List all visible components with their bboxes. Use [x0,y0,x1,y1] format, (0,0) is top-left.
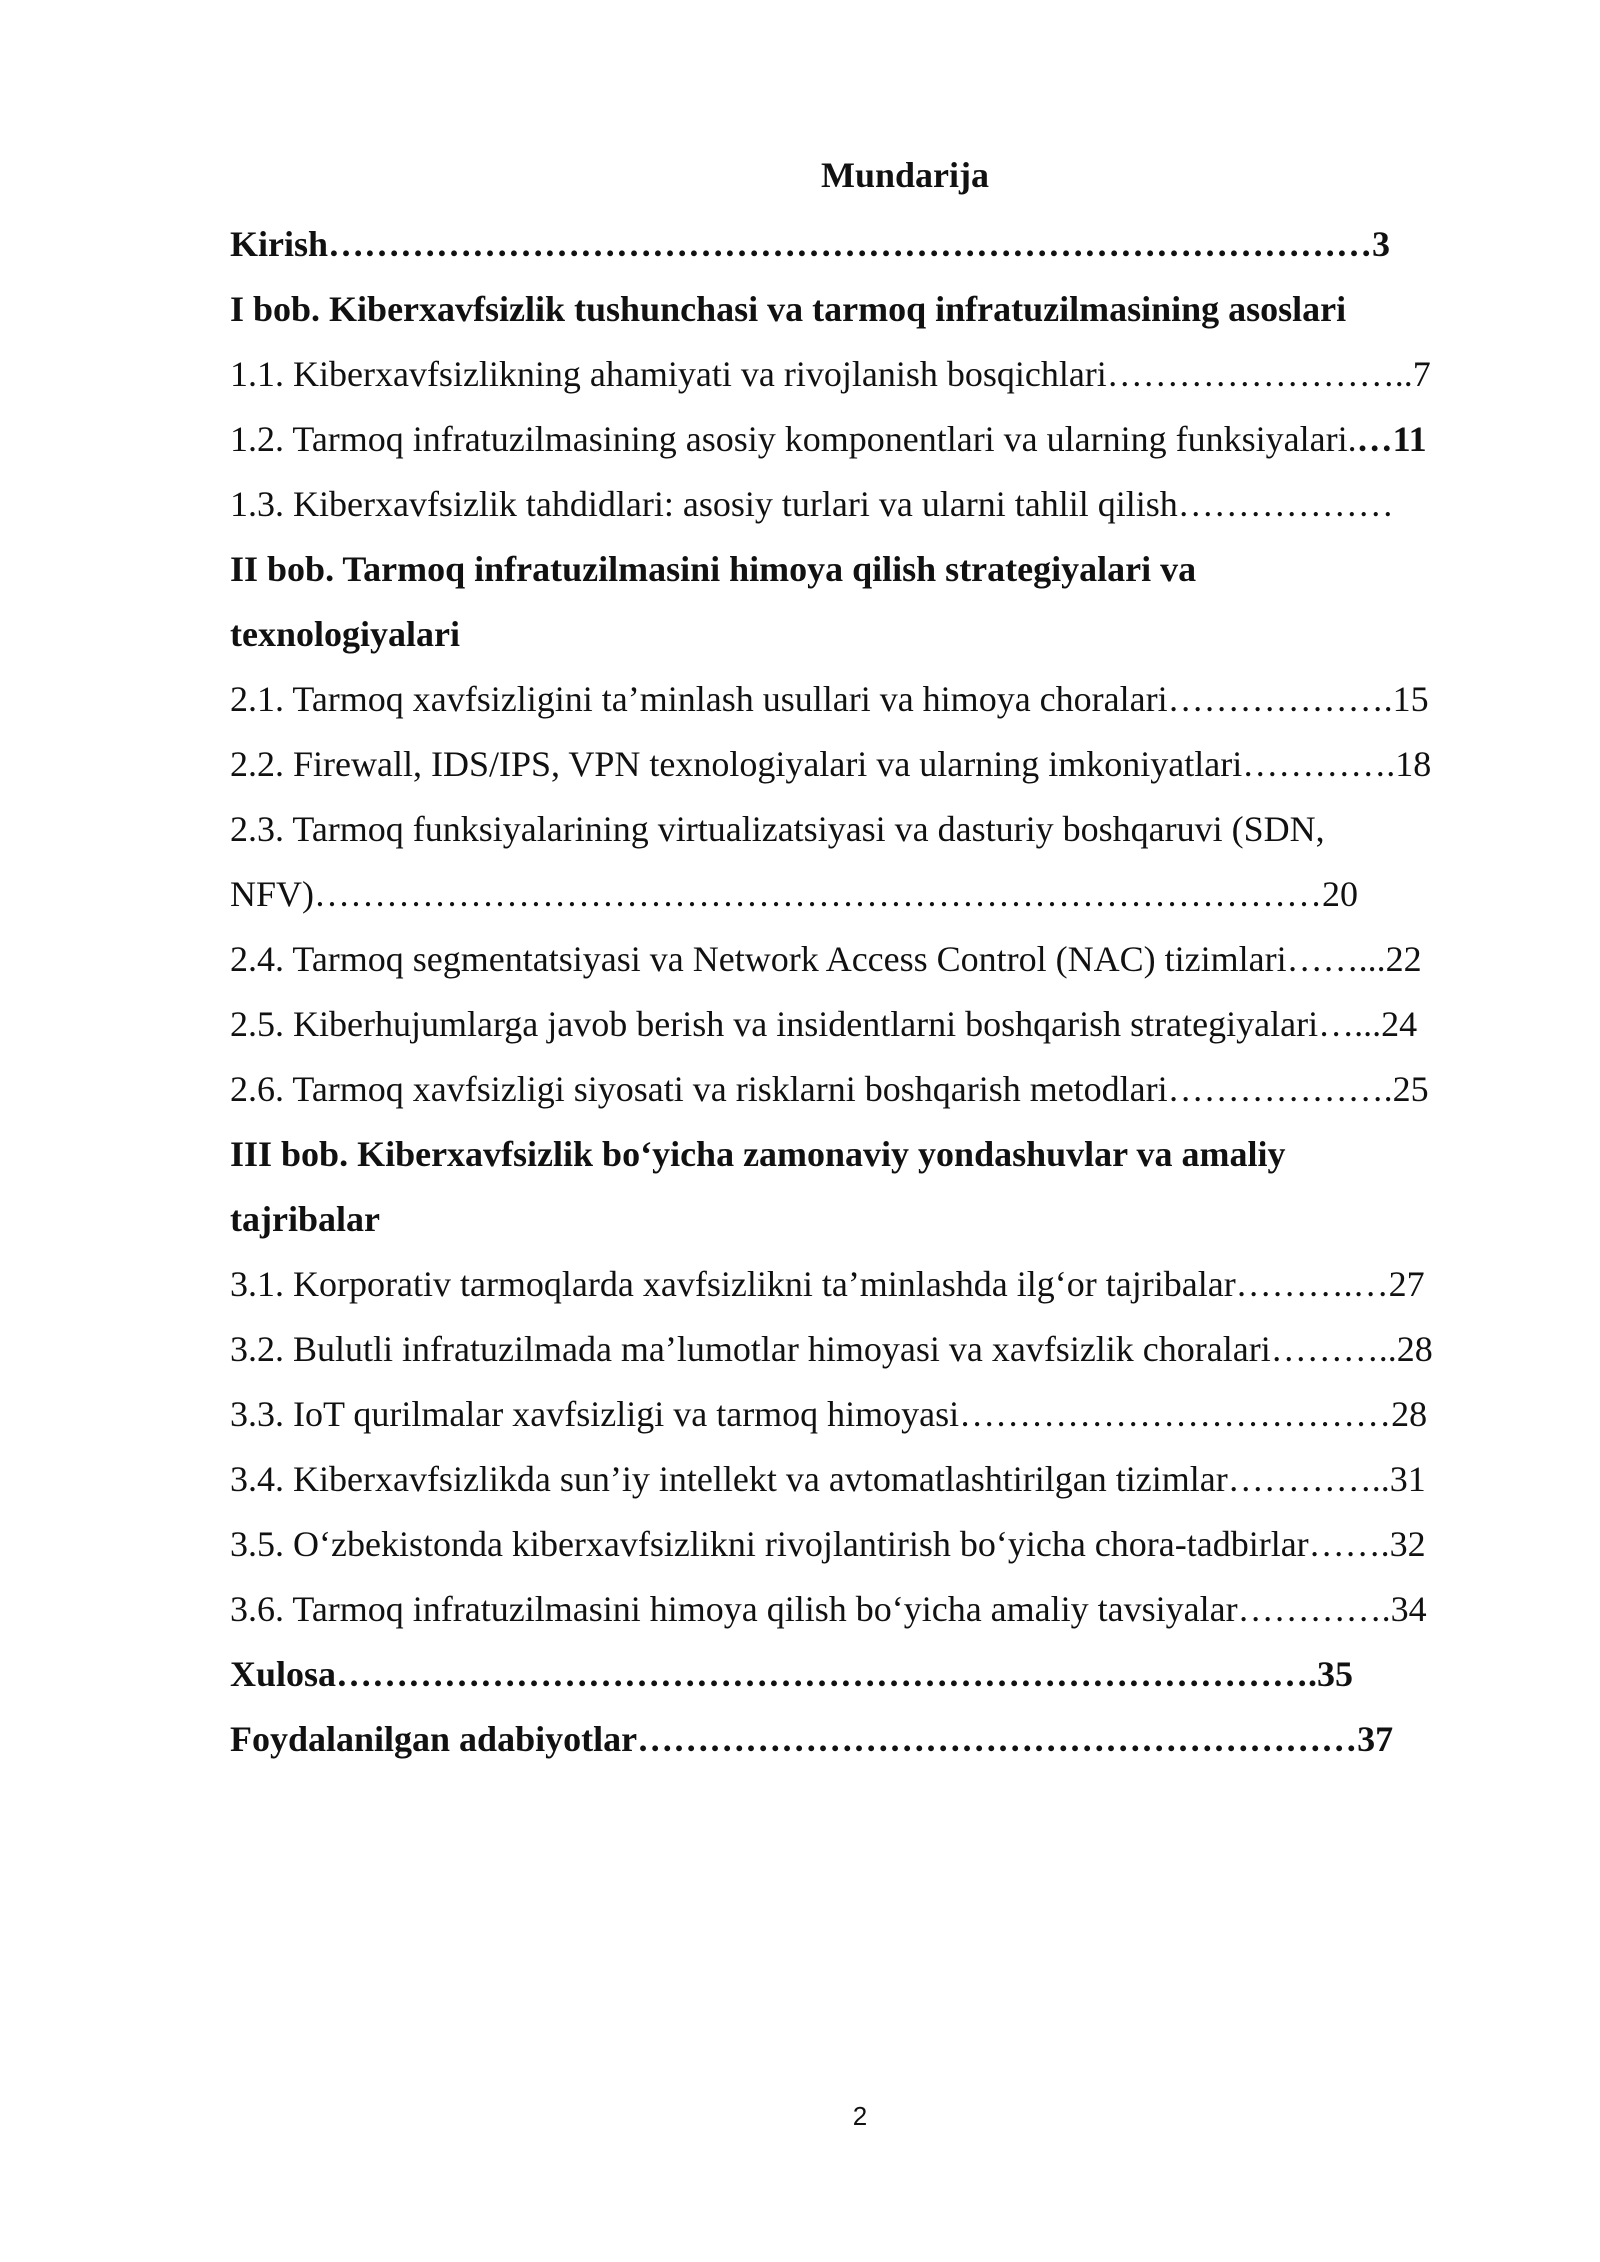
toc-entry-text: 3.2. Bulutli infratuzilmada ma’lumotlar himoyasi va xavfsizlik choralari………..28 [230,1329,1433,1369]
toc-entry-1-3 [230,472,1500,537]
toc-entry-2-5 [230,992,1500,1057]
toc-entry-text: III bob. Kiberxavfsizlik bo‘yicha zamonaviy yondashuvlar va amaliy [230,1134,1286,1174]
toc-entry-1-2 [230,407,1500,472]
toc-entry-3-5 [230,1512,1500,1577]
toc-entry-text: I bob. Kiberxavfsizlik tushunchasi va tarmoq infratuzilmasining asoslari [230,289,1347,329]
toc-entry-text: Xulosa……………………………………………………………………….35 [230,1654,1354,1694]
toc-entry-xulosa [230,1642,1500,1707]
toc-entry-text: NFV)…………………………………………………………………………20 [230,874,1359,914]
toc-entry-text: 2.1. Tarmoq xavfsizligini ta’minlash usullari va himoya choralari……………….15 [230,679,1429,719]
toc-chapter-3-heading-cont [230,1187,1500,1252]
toc-entry-text: 2.3. Tarmoq funksiyalarining virtualizatsiyasi va dasturiy boshqaruvi (SDN, [230,809,1325,849]
toc-entry-text: 3.5. O‘zbekistonda kiberxavfsizlikni rivojlantirish bo‘yicha chora-tadbirlar…….32 [230,1524,1426,1564]
toc-entry-text: 3.6. Tarmoq infratuzilmasini himoya qilish bo‘yicha amaliy tavsiyalar………….34 [230,1589,1427,1629]
toc-entry-3-1 [230,1252,1500,1317]
toc-title: Mundarija [820,155,989,195]
toc-entry-2-3-cont [230,862,1500,927]
toc-entry-text: 3.4. Kiberxavfsizlikda sun’iy intellekt va avtomatlashtirilgan tizimlar…………..31 [230,1459,1426,1499]
toc-chapter-2-heading [230,537,1500,602]
toc-entry-text: 1.2. Tarmoq infratuzilmasining asosiy komponentlari va ularning funksiyalari. [230,419,1357,459]
toc-entry-text: Foydalanilgan adabiyotlar……………………………………………………37 [230,1719,1394,1759]
toc-entry-text: 2.2. Firewall, IDS/IPS, VPN texnologiyalari va ularning imkoniyatlari………….18 [230,744,1432,784]
toc-entry-text: 1.3. Kiberxavfsizlik tahdidlari: asosiy turlari va ularni tahlil qilish……………… [230,484,1394,524]
toc-entry-text: 2.4. Tarmoq segmentatsiyasi va Network Access Control (NAC) tizimlari……...22 [230,939,1422,979]
toc-entry-page-bold: …11 [1356,419,1427,459]
toc-entry-text: 1.1. Kiberxavfsizlikning ahamiyati va rivojlanish bosqichlari……………………..7 [230,354,1431,394]
toc-entry-text: 3.1. Korporativ tarmoqlarda xavfsizlikni ta’minlashda ilg‘or tajribalar……….…27 [230,1264,1425,1304]
toc-entry-kirish [230,212,1500,277]
toc-entry-adabiyotlar [230,1707,1500,1772]
toc-entry-text: 2.5. Kiberhujumlarga javob berish va insidentlarni boshqarish strategiyalari…...24 [230,1004,1418,1044]
toc-entry-3-6 [230,1577,1500,1642]
toc-chapter-3-heading [230,1122,1500,1187]
toc-entry-3-3 [230,1382,1500,1447]
toc-entry-text: II bob. Tarmoq infratuzilmasini himoya qilish strategiyalari va [230,549,1197,589]
toc-entry-2-4 [230,927,1500,992]
toc-entry-2-2 [230,732,1500,797]
toc-entry-text: 3.3. IoT qurilmalar xavfsizligi va tarmoq himoyasi………………………………28 [230,1394,1428,1434]
toc-entry-text: tajribalar [230,1199,380,1239]
toc-entry-2-3 [230,797,1500,862]
toc-entry-text: 2.6. Tarmoq xavfsizligi siyosati va risklarni boshqarish metodlari……………….25 [230,1069,1429,1109]
toc-entry-3-4 [230,1447,1500,1512]
toc-entry-1-1 [230,342,1500,407]
toc-chapter-2-heading-cont [230,602,1500,667]
toc-entry-text: texnologiyalari [230,614,460,654]
toc-list [230,212,1500,1772]
toc-entry-3-2 [230,1317,1500,1382]
toc-entry-text: Kirish……………………………………………………………………………3 [230,224,1391,264]
toc-chapter-1-heading [230,277,1500,342]
toc-entry-2-1 [230,667,1500,732]
toc-entry-2-6 [230,1057,1500,1122]
page-number: 2 [852,2101,868,2131]
